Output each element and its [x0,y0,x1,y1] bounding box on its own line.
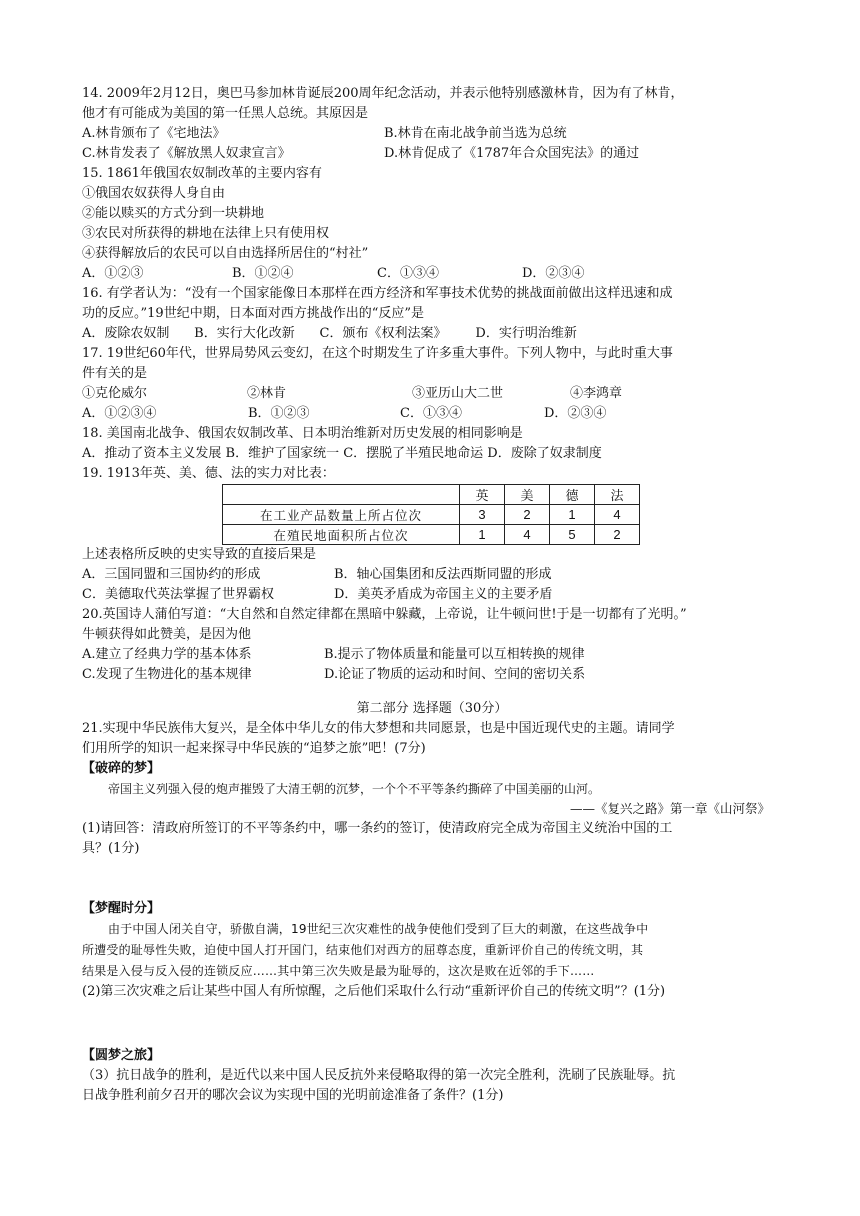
q19-option-b: B．轴心国集团和反法西斯同盟的形成 [334,567,552,582]
q15-item-2: ②能以赎买的方式分到一块耕地 [82,206,265,221]
table-header-cell: 德 [550,485,595,505]
q21-sub-1-line-2: 具？(1分) [82,841,140,856]
q15-option-a: A．①②③ [82,266,144,281]
q15-option-b: B．①②④ [232,266,294,281]
answer-space-1 [82,859,782,899]
table-row-label: 在工业产品数量上所占位次 [223,505,460,525]
q14-option-a: A.林肯颁布了《宅地法》 [82,126,226,141]
q20-option-b: B.提示了物体质量和能量可以互相转换的规律 [324,647,585,662]
section-broken-dream-title: 【破碎的梦】 [82,761,161,776]
q17-person-1: ①克伦威尔 [82,386,148,401]
q18-stem: 18. 美国南北战争、俄国农奴制改革、日本明治维新对历史发展的相同影响是 [82,426,523,441]
q14-stem-line-2: 他才有可能成为美国的第一任黑人总统。其原因是 [82,106,369,121]
q20-option-d: D.论证了物质的运动和时间、空间的密切关系 [324,667,586,682]
table-header-cell: 法 [595,485,640,505]
q17-stem-line-1: 17. 19世纪60年代，世界局势风云变幻，在这个时期发生了许多重大事件。下列人物中，与此时重大事 [82,346,673,361]
q17-option-c: C．①③④ [400,406,462,421]
q20-options-row-1 [82,645,782,665]
q19-stem: 19. 1913年英、美、德、法的实力对比表： [82,466,335,481]
q21-sub-1-line-1: (1)请回答：清政府所签订的不平等条约中，哪一条约的签订，使清政府完全成为帝国主义统治中国的工 [82,821,673,836]
question-18 [82,424,782,464]
q19-option-d: D．美英矛盾成为帝国主义的主要矛盾 [334,587,553,602]
q17-options [82,404,782,424]
question-17 [82,344,782,424]
q20-stem-line-2: 牛顿获得如此赞美，是因为他 [82,627,252,642]
table-row [223,525,640,545]
q15-option-c: C．①③④ [377,266,439,281]
q17-option-d: D．②③④ [544,406,607,421]
q14-stem-line-1: 14. 2009年2月12日，奥巴马参加林肯诞辰200周年纪念活动，并表示他特别感激林肯，因为有了林肯， [82,86,684,101]
table-header-row [223,485,640,505]
q20-option-a: A.建立了经典力学的基本体系 [82,647,252,662]
q17-person-4: ④李鸿章 [570,386,623,401]
question-19 [82,464,782,605]
question-14 [82,84,782,164]
q15-item-4: ④获得解放后的农民可以自由选择所居住的“村社” [82,246,369,261]
q20-option-c: C.发现了生物进化的基本规律 [82,667,252,682]
q17-option-b: B．①②③ [248,406,310,421]
q14-option-c: C.林肯发表了《解放黑人奴隶宣言》 [82,146,291,161]
q19-after-text: 上述表格所反映的史实导致的直接后果是 [82,547,317,562]
q15-option-d: D．②③④ [522,266,585,281]
table-cell: 5 [550,525,595,545]
table-cell: 4 [505,525,550,545]
table-cell: 4 [595,505,640,525]
part-2-title: 第二部分 选择题（30分） [356,701,508,716]
section-awakening-para-line-3: 结果是入侵与反入侵的连锁反应……其中第三次失败是最为耻辱的，这次是败在近邻的手下…… [82,964,595,978]
exam-page [82,84,782,1106]
table-row-label: 在殖民地面积所占位次 [223,525,460,545]
q21-stem-line-1: 21.实现中华民族伟大复兴，是全体中华儿女的伟大梦想和共同愿景，也是中国近现代史的主题。请同学 [82,721,675,736]
q15-item-3: ③农民对所获得的耕地在法律上只有使用权 [82,226,330,241]
table-header-cell: 美 [505,485,550,505]
power-comparison-table [222,484,640,545]
table-header-cell: 英 [460,485,505,505]
answer-space-2 [82,1002,782,1046]
section-broken-dream-quote: 帝国主义列强入侵的炮声摧毁了大清王朝的沉梦，一个个不平等条约撕碎了中国美丽的山河。 [108,782,601,796]
section-awakening-para-line-2: 所遭受的耻辱性失败，迫使中国人打开国门，结束他们对西方的屈尊态度，重新评价自己的传统文明，其 [82,943,644,957]
table-cell: 1 [550,505,595,525]
q21-stem-line-2: 们用所学的知识一起来探寻中华民族的“追梦之旅”吧！(7分) [82,741,426,756]
q17-option-a: A．①②③④ [82,406,157,421]
q20-options-row-2 [82,665,782,685]
table-cell: 2 [505,505,550,525]
q16-stem-line-2: 功的反应。”19世纪中期，日本面对西方挑战作出的“反应”是 [82,306,424,321]
q21-sub-3-line-2: 日战争胜利前夕召开的哪次会议为实现中国的光明前途准备了条件？(1分) [82,1088,504,1103]
q15-options [82,264,782,284]
q17-person-2: ②林肯 [247,386,287,401]
q14-options-row-1 [82,124,782,144]
q19-options-row-2 [82,585,782,605]
q15-item-1: ①俄国农奴获得人身自由 [82,186,226,201]
q16-options: A．废除农奴制 B．实行大化改新 C．颁布《权利法案》 D．实行明治维新 [82,326,577,341]
question-15 [82,164,782,284]
q14-option-d: D.林肯促成了《1787年合众国宪法》的通过 [384,146,640,161]
section-awakening-para-line-1: 由于中国人闭关自守，骄傲自满，19世纪三次灾难性的战争使他们受到了巨大的刺激，在这些战争中 [108,922,649,936]
q19-options-row-1 [82,565,782,585]
q14-option-b: B.林肯在南北战争前当选为总统 [384,126,567,141]
section-awakening-title: 【梦醒时分】 [82,901,161,916]
q21-sub-2: (2)第三次灾难之后让某些中国人有所惊醒，之后他们采取什么行动“重新评价自己的传统文明”？(1分) [82,984,666,999]
q18-options: A．推动了资本主义发展 B．维护了国家统一 C．摆脱了半殖民地命运 D．废除了奴隶制度 [82,446,602,461]
q14-options-row-2 [82,144,782,164]
question-16 [82,284,782,344]
table-cell: 2 [595,525,640,545]
section-broken-dream-citation: ——《复兴之路》第一章《山河祭》 [569,801,770,816]
question-21 [82,719,782,1106]
q16-stem-line-1: 16. 有学者认为：“没有一个国家能像日本那样在西方经济和军事技术优势的挑战面前做出这样迅速和成 [82,286,673,301]
q19-option-c: C．美德取代英法掌握了世界霸权 [82,587,274,602]
table-cell: 1 [460,525,505,545]
q17-persons [82,384,782,404]
table-row [223,505,640,525]
table-cell: 3 [460,505,505,525]
q17-stem-line-2: 件有关的是 [82,366,148,381]
q15-stem: 15. 1861年俄国农奴制改革的主要内容有 [82,166,322,181]
q21-sub-3-line-1: （3）抗日战争的胜利，是近代以来中国人民反抗外来侵略取得的第一次完全胜利，洗刷了民族耻辱。抗 [82,1068,676,1083]
section-dream-journey-title: 【圆梦之旅】 [82,1048,161,1063]
question-20 [82,605,782,685]
q17-person-3: ③亚历山大二世 [412,386,504,401]
q20-stem-line-1: 20.英国诗人蒲伯写道：“大自然和自然定律都在黑暗中躲藏，上帝说，让牛顿问世!于是一切都有了光明。” [82,607,687,622]
q19-option-a: A．三国同盟和三国协约的形成 [82,567,261,582]
